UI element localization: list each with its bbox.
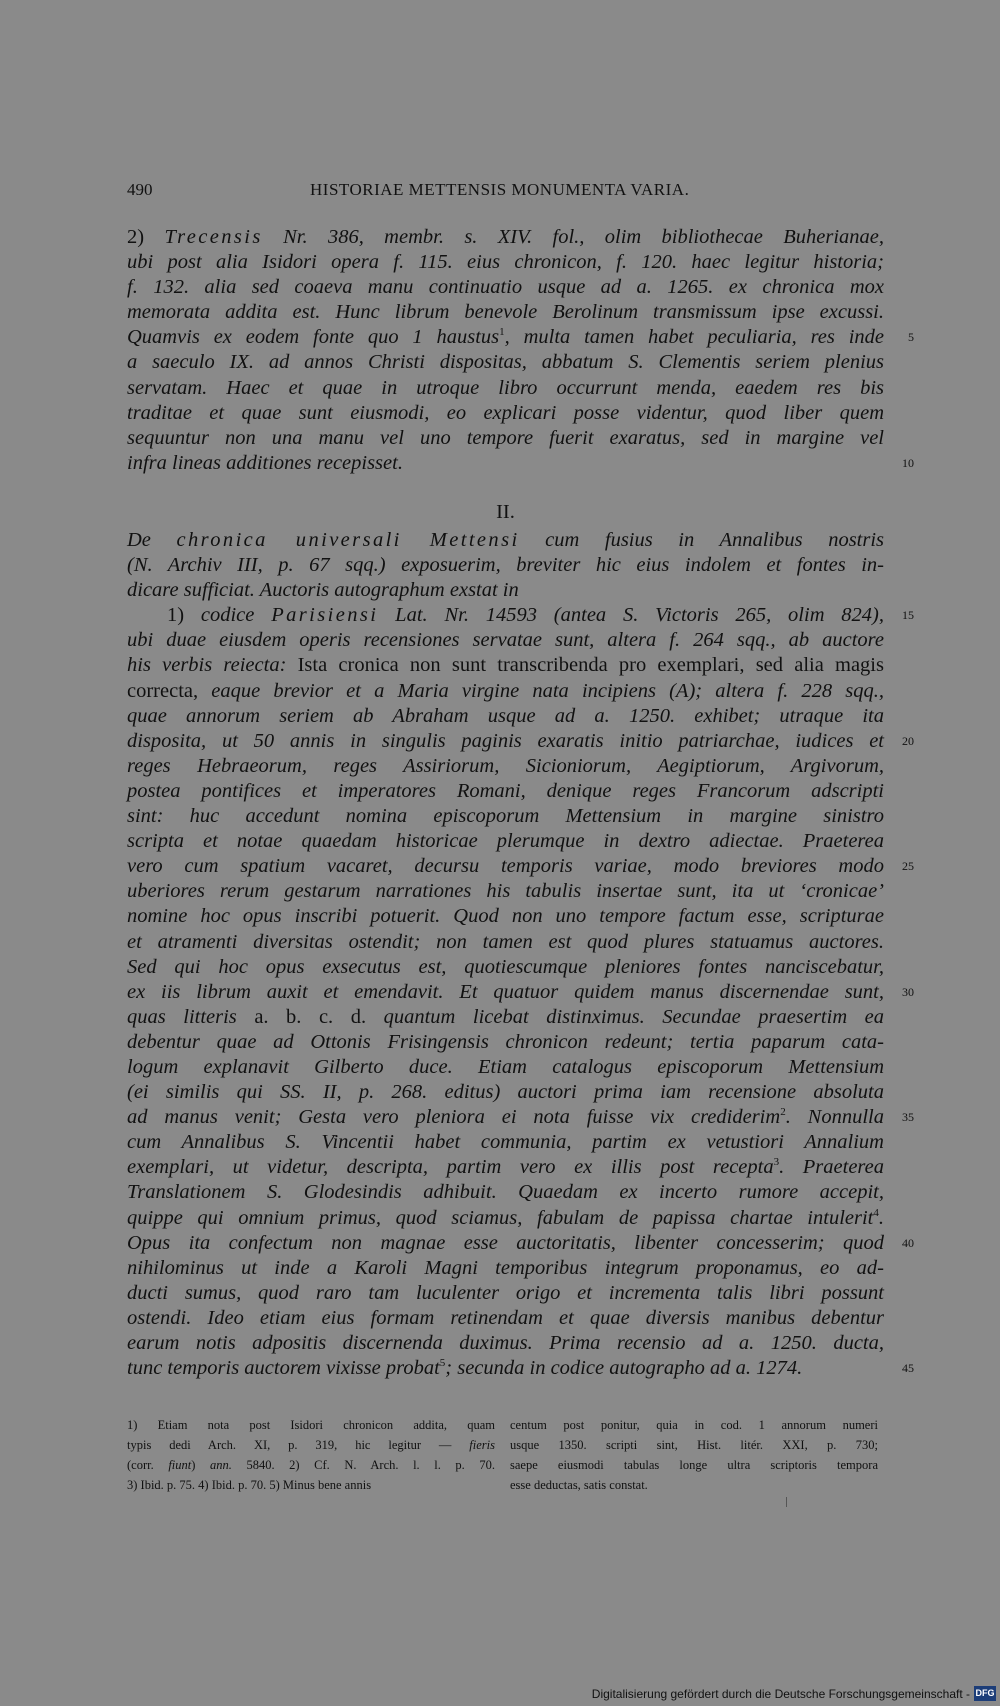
text-line <box>127 754 884 779</box>
text-segment: codice <box>200 604 272 627</box>
text-segment: cum Annalibus S. Vincentii habet communia, partim ex vetustiori Annalium <box>127 1131 884 1154</box>
text-segment: Quamvis ex eodem fonte quo 1 haustus <box>127 326 500 349</box>
text-segment: nomine hoc opus inscribi potuerit. Quod non uno tempore factum esse, scripturae <box>127 905 884 928</box>
digitization-footer <box>592 1686 996 1701</box>
text-segment: ostendi. Ideo etiam eius formam retinendam et quae diversis manibus debentur <box>127 1306 884 1329</box>
text-segment: De <box>127 529 177 551</box>
line-number: 45 <box>902 1361 914 1376</box>
text-segment: ubi post alia Isidori opera f. 115. eius chronicon, f. 120. haec legitur historia; <box>127 251 884 274</box>
text-segment: 1) Etiam nota post Isidori chronicon addita, quam <box>127 1418 495 1432</box>
text-segment: cum fusius in Annalibus nostris <box>519 529 885 551</box>
text-line <box>127 1155 884 1180</box>
text-segment: fieris <box>469 1438 495 1452</box>
text-segment: a saeculo IX. ad annos Christi dispositas, abbatum S. Clementis seriem plenius <box>127 351 884 374</box>
text-line <box>127 401 884 426</box>
text-segment: Parisiensi <box>271 604 379 627</box>
text-line <box>127 829 884 854</box>
line-number: 30 <box>902 984 914 999</box>
text-line <box>127 729 914 754</box>
text-segment: quantum licebat distinximus. Secundae praesertim ea <box>383 1005 884 1028</box>
text-segment: f. 132. alia sed coaeva manu continuatio usque ad a. 1265. ex chronica mox <box>127 276 884 299</box>
text-segment: esse deductas, satis constat. <box>510 1478 648 1492</box>
text-line <box>127 1055 884 1080</box>
text-line <box>127 1206 884 1231</box>
text-line <box>127 804 884 829</box>
text-line <box>127 426 884 451</box>
text-line <box>127 704 884 729</box>
text-segment: centum post ponitur, quia in cod. 1 annorum numeri <box>510 1418 878 1432</box>
text-segment: 2) <box>127 226 165 248</box>
text-segment: saepe eiusmodi tabulas longe ultra scriptoris tempora <box>510 1458 878 1472</box>
text-segment: Nr. 386, membr. s. XIV. fol., olim bibliothecae Buherianae, <box>262 226 884 248</box>
footnote-line <box>510 1415 878 1435</box>
text-segment: 5840. 2) Cf. N. Arch. l. l. p. 70. <box>231 1458 495 1472</box>
text-segment: 3) Ibid. p. 75. 4) Ibid. p. 70. 5) Minus bene annis <box>127 1478 372 1492</box>
text-segment: . Nonnulla <box>785 1106 884 1129</box>
footnotes-left-column <box>127 1415 495 1495</box>
text-line <box>127 603 914 628</box>
text-segment: logum explanavit Gilberto duce. Etiam catalogus episcoporum Mettensium <box>127 1055 884 1078</box>
text-segment: fiunt <box>168 1458 192 1472</box>
footnote-ref: 2 <box>780 1106 786 1119</box>
text-line <box>127 1256 884 1281</box>
text-segment: 1) <box>167 604 201 627</box>
text-segment: ; secunda in codice autographo ad a. 1274. <box>445 1357 803 1380</box>
text-line <box>127 1005 884 1030</box>
footnote-line <box>127 1415 495 1435</box>
footnote-line <box>127 1435 495 1455</box>
text-segment: ex iis librum auxit et emendavit. Et quatuor quidem manus discernendae sunt, <box>127 980 884 1003</box>
text-segment: exemplari, ut videtur, descripta, partim vero ex illis post recepta <box>127 1156 774 1179</box>
text-segment: quas litteris <box>127 1005 255 1028</box>
text-segment: quippe qui omnium primus, quod sciamus, fabulam de papissa chartae intulerit <box>127 1206 874 1229</box>
text-line <box>127 1356 914 1381</box>
text-segment: , multa tamen habet peculiaria, res inde <box>504 326 884 349</box>
footnote-ref: 3 <box>773 1156 780 1169</box>
text-line <box>127 250 884 275</box>
text-segment: Translationem S. Glodesindis adhibuit. Quaedam ex incerto rumore accepit, <box>127 1181 884 1204</box>
text-segment: infra lineas additiones recepisset. <box>127 451 403 474</box>
text-line <box>127 225 884 250</box>
text-line <box>127 1331 884 1356</box>
text-segment: vero cum spatium vacaret, decursu temporis variae, modo breviores modo <box>127 855 884 878</box>
text-segment: (corr. <box>127 1458 169 1472</box>
line-number: 25 <box>902 859 914 874</box>
text-segment: uberiores rerum gestarum narrationes his tabulis insertae sunt, ita ut ‘cronicae’ <box>127 880 884 903</box>
text-segment: (ei similis qui SS. II, p. 268. editus) auctori prima iam recensione absoluta <box>127 1081 884 1104</box>
text-segment: Opus ita confectum non magnae esse auctoritatis, libenter concesserim; quod <box>127 1231 884 1254</box>
footnote-line <box>510 1435 878 1455</box>
text-segment: memorata addita est. Hunc librum benevole Berolinum transmissum ipse excussi. <box>127 301 884 324</box>
footnote-ref: 4 <box>873 1206 879 1219</box>
text-line <box>127 628 884 653</box>
text-line <box>127 376 884 401</box>
page-number: 490 <box>127 180 153 199</box>
paragraph-chronica-universalis <box>127 528 914 1381</box>
text-segment: dicare sufficiat. Auctoris autographum exstat in <box>127 579 519 602</box>
text-line <box>127 1030 884 1055</box>
paragraph-trecensis <box>127 225 914 476</box>
text-segment: ann. <box>209 1458 232 1472</box>
text-line <box>127 854 914 879</box>
text-segment: et atramenti diversitas ostendit; non tamen est quod plures statuamus auctores. <box>127 930 884 953</box>
text-segment: ad manus venit; Gesta vero pleniora ei nota fuisse vix crediderim <box>127 1106 781 1129</box>
text-segment: Lat. Nr. 14593 (antea S. Victoris 265, olim 824), <box>378 604 885 627</box>
text-line <box>127 325 914 350</box>
section-heading: II. <box>496 501 515 523</box>
text-line <box>127 1130 884 1155</box>
scan-mark <box>786 1497 787 1507</box>
footnote-ref: 5 <box>439 1357 446 1370</box>
text-line <box>127 779 884 804</box>
footnote-line <box>510 1475 878 1495</box>
text-segment: typis dedi Arch. XI, p. 319, hic legitur — <box>127 1438 470 1452</box>
text-segment: Ista cronica non sunt transcribenda pro exemplari, sed alia magis <box>297 654 884 677</box>
text-segment: . <box>878 1206 884 1229</box>
text-segment: chronica universali Mettensi <box>176 529 520 551</box>
text-line <box>127 1105 914 1130</box>
text-line <box>127 1306 884 1331</box>
text-segment: ducti sumus, quod raro tam luculenter origo et incrementa talis libri possunt <box>127 1281 884 1304</box>
text-segment: a. b. c. d. <box>254 1005 384 1028</box>
text-line <box>127 653 884 678</box>
text-line <box>127 451 914 476</box>
text-line <box>127 980 914 1005</box>
text-line <box>127 1180 884 1205</box>
text-segment: (N. Archiv III, p. 67 sqq.) exposuerim, breviter hic eius indolem et fontes in- <box>127 554 884 577</box>
text-segment: ubi duae eiusdem operis recensiones servatae sunt, altera f. 264 sqq., ab auctore <box>127 629 884 652</box>
text-segment: postea pontifices et imperatores Romani, denique reges Francorum adscripti <box>127 779 884 802</box>
line-number: 20 <box>902 733 914 748</box>
text-segment: Trecensis <box>164 226 263 248</box>
text-line <box>127 879 884 904</box>
section-heading-wrap <box>127 500 884 525</box>
text-segment: tunc temporis auctorem vixisse probat <box>127 1357 440 1380</box>
text-segment: earum notis adpositis discernenda duximus. Prima recensio ad a. 1250. ducta, <box>127 1332 884 1354</box>
text-segment: scripta et notae quaedam historicae plerumque in dextro adiectae. Praeterea <box>127 830 884 853</box>
footnote-line <box>127 1455 495 1475</box>
text-segment: eaque brevior et a Maria virgine nata incipiens (A); altera f. 228 sqq., <box>211 679 884 702</box>
text-segment: usque 1350. scripti sint, Hist. litér. XXI, p. 730; <box>510 1438 878 1452</box>
text-line <box>127 553 884 578</box>
text-line <box>127 1281 884 1306</box>
text-line <box>127 904 884 929</box>
text-segment: sequuntur non una manu vel uno tempore fuerit exaratus, sed in margine vel <box>127 426 884 449</box>
text-segment: quae annorum seriem ab Abraham usque ad a. 1250. exhibet; utraque ita <box>127 704 884 727</box>
text-line <box>127 679 884 704</box>
text-line <box>127 300 884 325</box>
text-segment: traditae et quae sunt eiusmodi, eo explicari posse videntur, quod liber quem <box>127 401 884 424</box>
text-segment: correcta, <box>127 679 212 702</box>
text-line <box>127 930 884 955</box>
footnotes-right-column <box>510 1415 878 1495</box>
text-segment: debentur quae ad Ottonis Frisingensis chronicon redeunt; tertia paparum cata- <box>127 1030 884 1053</box>
line-number: 40 <box>902 1235 914 1250</box>
line-number: 10 <box>902 455 914 470</box>
text-segment: sint: huc accedunt nomina episcoporum Mettensium in margine sinistro <box>127 805 884 828</box>
footnote-ref: 1 <box>499 326 505 339</box>
text-line <box>127 1080 884 1105</box>
dfg-logo-icon: DFG <box>974 1686 996 1701</box>
line-number: 15 <box>902 608 914 623</box>
text-line <box>127 275 884 300</box>
text-segment: reges Hebraeorum, reges Assiriorum, Sicioniorum, Aegiptiorum, Argivorum, <box>127 754 884 777</box>
running-title: HISTORIAE METTENSIS MONUMENTA VARIA. <box>310 180 690 199</box>
funding-note: Digitalisierung gefördert durch die Deutsche Forschungsgemeinschaft - <box>591 1686 970 1701</box>
footnote-line <box>510 1455 878 1475</box>
text-line <box>127 528 884 553</box>
text-segment: Sed qui hoc opus exsecutus est, quotiescumque pleniores fontes nanciscebatur, <box>127 955 884 978</box>
text-line <box>127 1231 914 1256</box>
text-segment: servatam. Haec et quae in utroque libro occurrunt menda, eaedem res bis <box>127 376 884 399</box>
text-line <box>127 350 884 375</box>
text-segment: his verbis reiecta: <box>127 654 298 677</box>
text-line <box>127 578 884 603</box>
running-header <box>127 180 897 204</box>
text-segment: disposita, ut 50 annis in singulis paginis exaratis initio patriarchae, iudices et <box>127 729 884 752</box>
line-number: 5 <box>908 330 914 345</box>
line-number: 35 <box>902 1110 914 1125</box>
text-segment: ) <box>191 1458 210 1472</box>
text-line <box>127 955 884 980</box>
text-segment: . Praeterea <box>779 1156 884 1179</box>
footnote-line <box>127 1475 495 1495</box>
text-segment: nihilominus ut inde a Karoli Magni temporibus integrum proponamus, eo ad- <box>127 1256 884 1279</box>
